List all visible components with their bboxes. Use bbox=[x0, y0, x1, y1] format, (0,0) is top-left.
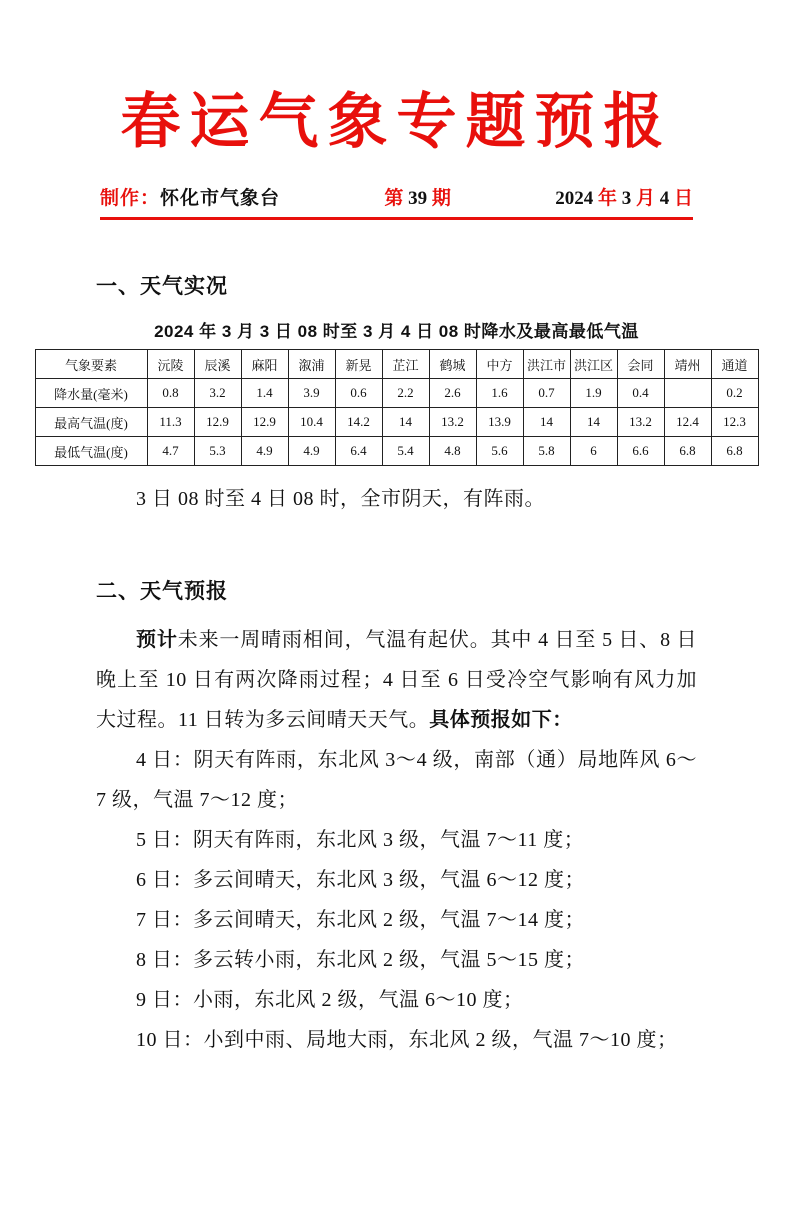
table-header-cell: 通道 bbox=[711, 350, 758, 379]
date-field bbox=[555, 183, 693, 210]
document-page bbox=[0, 88, 793, 1210]
section2-heading: 二、天气预报 bbox=[96, 580, 228, 603]
table-cell: 14 bbox=[570, 408, 617, 437]
issue-number: 39 bbox=[408, 188, 428, 209]
table-cell: 14 bbox=[523, 408, 570, 437]
table-row-min-temp bbox=[35, 437, 758, 466]
issue-field bbox=[384, 183, 451, 210]
table-header-cell: 麻阳 bbox=[241, 350, 288, 379]
table-cell: 6 bbox=[570, 437, 617, 466]
row-label: 最低气温(度) bbox=[35, 437, 147, 466]
table-cell: 1.6 bbox=[476, 379, 523, 408]
table-cell: 0.2 bbox=[711, 379, 758, 408]
producer-label: 制作： bbox=[100, 188, 161, 209]
table-header-row bbox=[35, 350, 758, 379]
table-cell: 12.9 bbox=[241, 408, 288, 437]
table-cell: 6.6 bbox=[617, 437, 664, 466]
table-cell: 6.8 bbox=[664, 437, 711, 466]
table-header-cell: 新晃 bbox=[335, 350, 382, 379]
date-month-unit: 月 bbox=[635, 188, 655, 209]
forecast-intro-tail: 具体预报如下： bbox=[429, 709, 573, 731]
date-month: 3 bbox=[621, 188, 632, 209]
date-day-unit: 日 bbox=[673, 188, 693, 209]
table-cell: 5.4 bbox=[382, 437, 429, 466]
table-cell: 4.7 bbox=[147, 437, 194, 466]
masthead-meta-row bbox=[100, 183, 693, 210]
table-header-cell: 中方 bbox=[476, 350, 523, 379]
table-cell: 0.6 bbox=[335, 379, 382, 408]
forecast-item-day4: 4 日：阴天有阵雨，东北风 3～4 级，南部（通）局地阵风 6～7 级，气温 7～12 度； bbox=[96, 749, 697, 811]
table-header-cell: 沅陵 bbox=[147, 350, 194, 379]
table-cell: 13.9 bbox=[476, 408, 523, 437]
date-year: 2024 bbox=[555, 188, 594, 209]
forecast-item-day7: 7 日：多云间晴天，东北风 2 级，气温 7～14 度； bbox=[136, 909, 585, 931]
table-cell: 6.4 bbox=[335, 437, 382, 466]
section1-heading: 一、天气实况 bbox=[96, 275, 228, 298]
table-cell bbox=[664, 379, 711, 408]
table-header-cell: 气象要素 bbox=[35, 350, 147, 379]
table-row-max-temp bbox=[35, 408, 758, 437]
table-cell: 14.2 bbox=[335, 408, 382, 437]
table-cell: 1.9 bbox=[570, 379, 617, 408]
forecast-item-day9: 9 日：小雨，东北风 2 级，气温 6～10 度； bbox=[136, 989, 524, 1011]
table-header-cell: 芷江 bbox=[382, 350, 429, 379]
date-day: 4 bbox=[659, 188, 670, 209]
forecast-intro-lead: 预计 bbox=[136, 629, 178, 651]
producer-field bbox=[100, 183, 280, 210]
date-year-unit: 年 bbox=[597, 188, 617, 209]
table-cell: 4.8 bbox=[429, 437, 476, 466]
table-cell: 5.8 bbox=[523, 437, 570, 466]
producer-value: 怀化市气象台 bbox=[160, 188, 281, 209]
forecast-intro-body: 未来一周晴雨相间，气温有起伏。其中 4 日至 5 日、8 日晚上至 10 日有两次降雨过程；4 日至 6 日受冷空气影响有风力加大过程。11 日转为多云间晴天天气。 bbox=[96, 629, 698, 731]
table-cell: 12.3 bbox=[711, 408, 758, 437]
table-title: 2024 年 3 月 3 日 08 时至 3 月 4 日 08 时降水及最高最低气温 bbox=[154, 322, 639, 341]
table-cell: 5.3 bbox=[194, 437, 241, 466]
table-cell: 10.4 bbox=[288, 408, 335, 437]
issue-prefix: 第 bbox=[384, 188, 404, 209]
table-header-cell: 洪江市 bbox=[523, 350, 570, 379]
table-cell: 4.9 bbox=[241, 437, 288, 466]
table-cell: 3.9 bbox=[288, 379, 335, 408]
table-header-cell: 靖州 bbox=[664, 350, 711, 379]
table-cell: 0.7 bbox=[523, 379, 570, 408]
observation-text: 3 日 08 时至 4 日 08 时，全市阴天，有阵雨。 bbox=[136, 488, 545, 510]
table-cell: 2.6 bbox=[429, 379, 476, 408]
table-header-cell: 洪江区 bbox=[570, 350, 617, 379]
table-cell: 5.6 bbox=[476, 437, 523, 466]
table-cell: 3.2 bbox=[194, 379, 241, 408]
table-header-cell: 会同 bbox=[617, 350, 664, 379]
table-cell: 6.8 bbox=[711, 437, 758, 466]
table-cell: 0.8 bbox=[147, 379, 194, 408]
document-title: 春运气象专题预报 bbox=[120, 89, 673, 155]
table-cell: 13.2 bbox=[617, 408, 664, 437]
table-header-cell: 溆浦 bbox=[288, 350, 335, 379]
table-cell: 2.2 bbox=[382, 379, 429, 408]
table-cell: 13.2 bbox=[429, 408, 476, 437]
table-row-precipitation bbox=[35, 379, 758, 408]
forecast-item-day10: 10 日：小到中雨、局地大雨，东北风 2 级，气温 7～10 度； bbox=[136, 1029, 678, 1051]
forecast-item-day6: 6 日：多云间晴天，东北风 3 级，气温 6～12 度； bbox=[136, 869, 585, 891]
table-header-cell: 辰溪 bbox=[194, 350, 241, 379]
table-cell: 0.4 bbox=[617, 379, 664, 408]
table-cell: 12.4 bbox=[664, 408, 711, 437]
weather-table bbox=[35, 349, 759, 466]
masthead-divider-rule bbox=[100, 217, 693, 220]
table-cell: 4.9 bbox=[288, 437, 335, 466]
forecast-item-day8: 8 日：多云转小雨，东北风 2 级，气温 5～15 度； bbox=[136, 949, 585, 971]
table-cell: 12.9 bbox=[194, 408, 241, 437]
forecast-intro bbox=[96, 620, 697, 740]
table-cell: 11.3 bbox=[147, 408, 194, 437]
table-header-cell: 鹤城 bbox=[429, 350, 476, 379]
table-cell: 1.4 bbox=[241, 379, 288, 408]
table-cell: 14 bbox=[382, 408, 429, 437]
issue-suffix: 期 bbox=[431, 188, 451, 209]
row-label: 最高气温(度) bbox=[35, 408, 147, 437]
forecast-item-day5: 5 日：阴天有阵雨，东北风 3 级，气温 7～11 度； bbox=[136, 829, 585, 851]
row-label: 降水量(毫米) bbox=[35, 379, 147, 408]
